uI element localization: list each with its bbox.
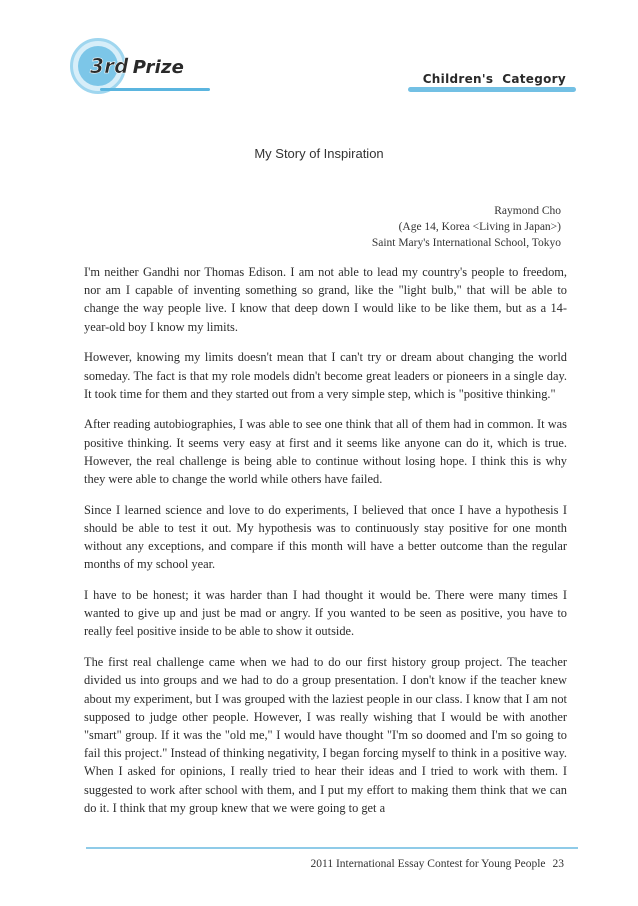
author-details: (Age 14, Korea <Living in Japan>) — [398, 221, 561, 233]
prize-badge — [60, 38, 208, 100]
author-name: Raymond Cho — [494, 205, 561, 217]
badge-underline — [100, 88, 210, 91]
paragraph: The first real challenge came when we had to do our first history group project. The teacher divided us into groups and we had to do a group presentation. I don't know if the teacher knew about my experiment, but I was grouped with the laziest people in our class. I know that I am not supposed to judge other people. However, I was really wishing that I would be with another "smart" group. If it was the "old me," I would have thought "I'm so doomed and I'm so going to fail this project." Instead of thinking negativity, I began forcing myself to think in a positive way. When I asked for opinions, I really tried to hear their ideas and I tried to work with them. I suggested to work after school with them, and I put my effort to making them think that we can do it. I think that my group knew that we were going to get a — [84, 655, 567, 815]
prize-ordinal: 3rd — [90, 54, 129, 78]
paragraph: Since I learned science and love to do experiments, I believed that once I have a hypothesis I should be able to test it out. My hypothesis was to continuously stay positive for one month without any exceptions, and compare if this month will have a better outcome than the regular months of my school year. — [84, 502, 567, 572]
paragraph: However, knowing my limits doesn't mean that I can't try or dream about changing the world someday. The fact is that my role models didn't become great leaders or pioneers in a single day. It took time for them and they started out from a very simple step, which is "positive thinking." — [84, 350, 567, 401]
page-number: 23 — [552, 858, 564, 870]
essay-title: My Story of Inspiration — [254, 146, 384, 161]
prize-word: Prize — [132, 57, 185, 78]
page-footer — [311, 858, 564, 870]
author-block — [372, 203, 561, 251]
footer-publication: 2011 International Essay Contest for Young People — [310, 858, 546, 870]
paragraph: After reading autobiographies, I was able to see one think that all of them had in common. It was positive thinking. It seems very easy at first and it seems like anyone can do it, which is true. However, the real challenge is being able to continue without losing hope. I think this is why they were able to change the world while others have failed. — [84, 417, 567, 487]
category-label-group — [408, 72, 576, 94]
footer-divider — [86, 847, 578, 849]
prize-label — [90, 54, 184, 78]
essay-body — [84, 263, 567, 829]
category-label: Children's Category — [422, 72, 566, 86]
paragraph: I'm neither Gandhi nor Thomas Edison. I am not able to lead my country's people to freedom, nor am I capable of inventing something so grand, like the "light bulb," that will be able to change the way people live. I know that deep down I would like to be like them, but as a 14-year-old boy I know my limits. — [84, 265, 567, 334]
paragraph: I have to be honest; it was harder than I had thought it would be. There were many times I wanted to give up and just be mad or angry. If you wanted to be seen as positive, you have to really feel positive inside to be able to show it outside. — [84, 588, 567, 639]
category-underline — [408, 87, 576, 92]
author-school: Saint Mary's International School, Tokyo — [371, 237, 561, 249]
